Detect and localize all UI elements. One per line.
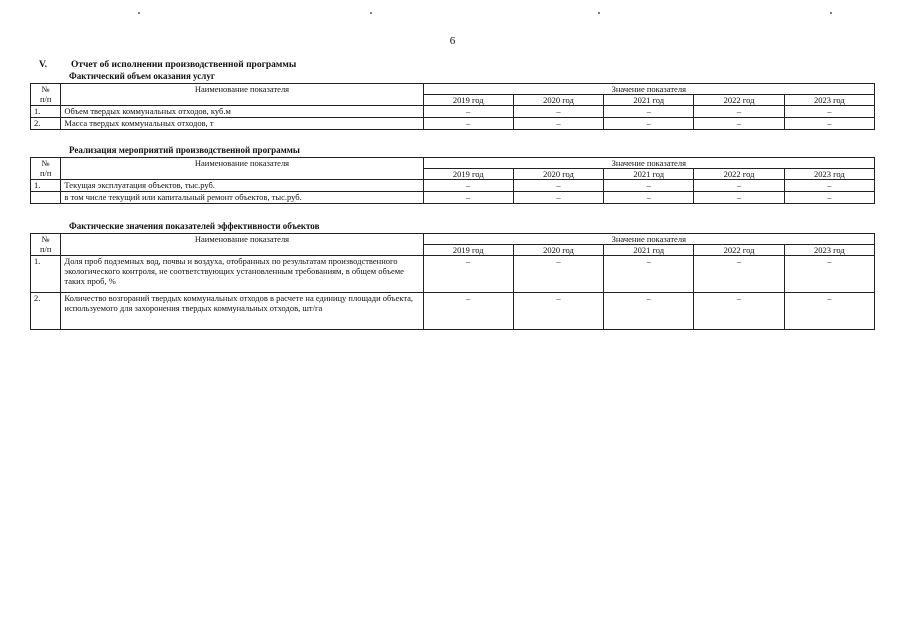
row-value: – (423, 118, 513, 130)
header-name: Наименование показателя (61, 84, 423, 106)
row-value: – (604, 106, 694, 118)
section-heading (39, 60, 296, 70)
header-year: 2020 год (513, 169, 603, 180)
row-value: – (784, 293, 874, 330)
header-num: № п/п (31, 158, 61, 180)
row-value: – (423, 256, 513, 293)
row-value: – (784, 192, 874, 204)
section-title: Отчет об исполнении производственной программы (71, 60, 297, 70)
table-3-subtitle: Фактические значения показателей эффективности объектов (69, 221, 320, 231)
header-year: 2022 год (694, 95, 784, 106)
row-value: – (513, 180, 603, 192)
services-volume-table (30, 83, 875, 130)
header-year: 2023 год (784, 95, 874, 106)
header-year: 2023 год (784, 245, 874, 256)
header-year: 2019 год (423, 245, 513, 256)
row-name: в том числе текущий или капитальный ремонт объектов, тыс.руб. (61, 192, 423, 204)
row-value: – (513, 118, 603, 130)
row-name: Количество возгораний твердых коммунальных отходов в расчете на единицу площади объекта, используемого для захоронения твердых коммунальных отходов, шт/га (61, 293, 423, 330)
row-value: – (423, 180, 513, 192)
row-value: – (694, 192, 784, 204)
program-measures-table (30, 157, 875, 204)
header-year: 2020 год (513, 95, 603, 106)
table-row (31, 256, 875, 293)
table-row (31, 192, 875, 204)
row-name: Доля проб подземных вод, почвы и воздуха, отобранных по результатам производственного экологического контроля, не соответствующих установленным требованиям, в общем объеме таких проб, % (61, 256, 423, 293)
table-row (31, 106, 875, 118)
efficiency-indicators-table (30, 233, 875, 330)
header-year: 2022 год (694, 169, 784, 180)
row-value: – (423, 192, 513, 204)
table-row (31, 118, 875, 130)
scan-speck (830, 12, 832, 14)
row-num: 1. (31, 256, 61, 293)
header-name: Наименование показателя (61, 234, 423, 256)
row-value: – (694, 180, 784, 192)
row-value: – (694, 106, 784, 118)
header-year: 2021 год (604, 245, 694, 256)
row-value: – (513, 106, 603, 118)
table-1-subtitle: Фактический объем оказания услуг (69, 71, 215, 81)
row-num: 1. (31, 180, 61, 192)
table-2-subtitle: Реализация мероприятий производственной программы (69, 145, 300, 155)
row-value: – (784, 118, 874, 130)
header-year: 2019 год (423, 169, 513, 180)
page-number: 6 (449, 35, 456, 47)
row-name: Текущая эксплуатация объектов, тыс.руб. (61, 180, 423, 192)
header-value-group: Значение показателя (423, 234, 874, 245)
row-value: – (604, 192, 694, 204)
row-value: – (513, 256, 603, 293)
row-value: – (694, 293, 784, 330)
scan-speck (370, 12, 372, 14)
row-value: – (604, 118, 694, 130)
scan-speck (138, 12, 140, 14)
row-value: – (423, 106, 513, 118)
header-year: 2019 год (423, 95, 513, 106)
row-value: – (784, 256, 874, 293)
row-name: Масса твердых коммунальных отходов, т (61, 118, 423, 130)
header-year: 2022 год (694, 245, 784, 256)
header-num: № п/п (31, 234, 61, 256)
scan-speck (598, 12, 600, 14)
row-num: 2. (31, 118, 61, 130)
row-value: – (604, 256, 694, 293)
row-num: 2. (31, 293, 61, 330)
header-value-group: Значение показателя (423, 158, 874, 169)
table-row (31, 293, 875, 330)
row-value: – (784, 106, 874, 118)
section-numeral: V. (39, 60, 48, 70)
row-value: – (694, 256, 784, 293)
row-value: – (784, 180, 874, 192)
row-value: – (513, 293, 603, 330)
table-row (31, 180, 875, 192)
row-value: – (423, 293, 513, 330)
header-num: № п/п (31, 84, 61, 106)
row-num: 1. (31, 106, 61, 118)
header-value-group: Значение показателя (423, 84, 874, 95)
row-value: – (694, 118, 784, 130)
header-year: 2021 год (604, 169, 694, 180)
header-year: 2020 год (513, 245, 603, 256)
row-value: – (604, 293, 694, 330)
row-num (31, 192, 61, 204)
header-name: Наименование показателя (61, 158, 423, 180)
row-name: Объем твердых коммунальных отходов, куб.м (61, 106, 423, 118)
header-year: 2023 год (784, 169, 874, 180)
row-value: – (604, 180, 694, 192)
row-value: – (513, 192, 603, 204)
header-year: 2021 год (604, 95, 694, 106)
